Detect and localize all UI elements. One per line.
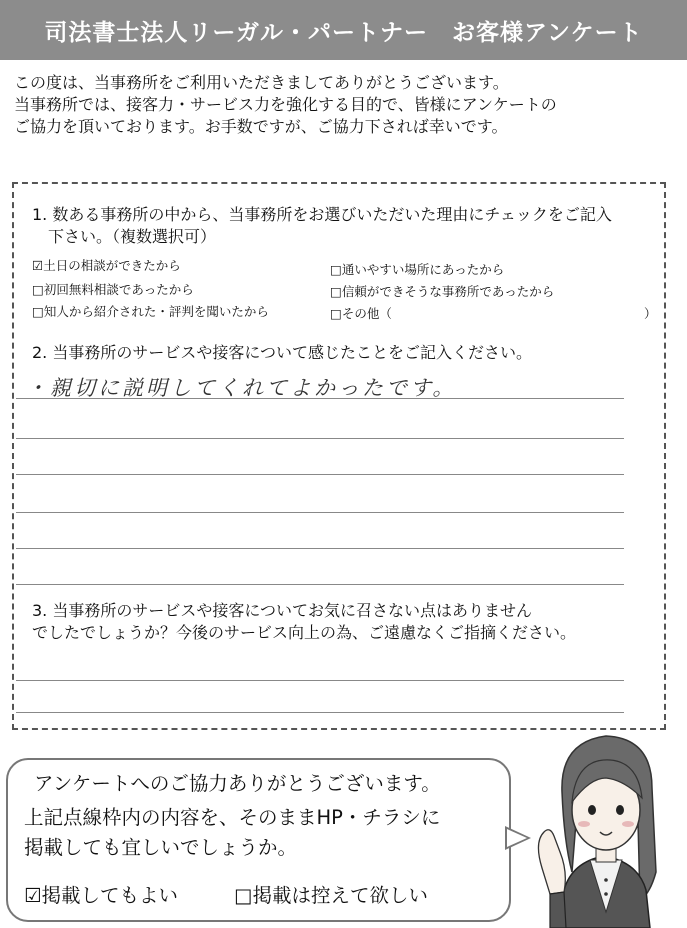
- option-trustworthy-office[interactable]: [330, 282, 554, 300]
- bubble-line: 上記点線枠内の内容を、そのままHP・チラシに: [24, 806, 441, 829]
- question-3-line-1: 3. 当事務所のサービスや接客についてお気に召さない点はありません: [32, 601, 533, 620]
- survey-header: [0, 0, 687, 60]
- checkbox-icon[interactable]: □: [32, 304, 44, 319]
- question-3: [32, 600, 652, 644]
- intro-line: ご協力を頂いております。お手数ですが、ご協力下されば幸いです。: [14, 117, 508, 136]
- intro-line: この度は、当事務所をご利用いただきましてありがとうございます。: [14, 73, 509, 92]
- handwritten-answer: ・親切に説明してくれてよかったです。: [26, 376, 457, 400]
- answer-line: [16, 548, 624, 549]
- intro-text: [14, 72, 674, 138]
- option-label: 知人から紹介された・評判を聞いたから: [43, 304, 269, 319]
- option-referral-reputation[interactable]: [32, 302, 269, 320]
- survey-title: 司法書士法人リーガル・パートナー お客様アンケート: [44, 19, 643, 46]
- answer-line: [16, 438, 624, 439]
- option-label: 初回無料相談であったから: [43, 282, 194, 297]
- question-1-line-2: 下さい。（複数選択可）: [32, 227, 217, 246]
- bubble-line: アンケートへのご協力ありがとうございます。: [34, 772, 441, 795]
- answer-line: [16, 584, 624, 585]
- question-2: 2. 当事務所のサービスや接客について感じたことをご記入ください。: [32, 343, 533, 362]
- option-other[interactable]: [330, 304, 392, 322]
- consent-allow[interactable]: [24, 880, 178, 908]
- option-label: 信頼ができそうな事務所であったから: [341, 284, 555, 299]
- checkbox-icon[interactable]: □: [330, 306, 342, 321]
- question-3-line-2: でしたでしょうか？今後のサービス向上の為、ご遠慮なくご指摘ください。: [32, 623, 577, 642]
- checkbox-checked-icon[interactable]: ☑: [24, 884, 42, 907]
- answer-line: [16, 398, 624, 399]
- checkbox-icon[interactable]: □: [234, 884, 253, 907]
- bubble-line: 掲載しても宜しいでしょうか。: [24, 836, 298, 859]
- checkbox-icon[interactable]: □: [330, 284, 342, 299]
- question-1-line-1: 1. 数ある事務所の中から、当事務所をお選びいただいた理由にチェックをご記入: [32, 205, 612, 224]
- question-1: [32, 204, 672, 248]
- option-label: 土日の相談ができたから: [43, 258, 181, 273]
- consent-decline-label: 掲載は控えて欲しい: [252, 884, 428, 907]
- answer-line: [16, 712, 624, 713]
- option-label: 通いやすい場所にあったから: [341, 262, 505, 277]
- checkbox-icon[interactable]: □: [330, 262, 342, 277]
- consent-allow-label: 掲載してもよい: [41, 884, 178, 907]
- option-free-first-consult[interactable]: [32, 280, 194, 298]
- option-weekend-consult[interactable]: [32, 256, 181, 274]
- intro-line: 当事務所では、接客力・サービス力を強化する目的で、皆様にアンケートの: [14, 95, 557, 114]
- option-label: その他（: [341, 306, 392, 321]
- other-close-paren: ）: [644, 306, 657, 321]
- checkbox-checked-icon[interactable]: ☑: [32, 258, 44, 273]
- consent-decline[interactable]: [234, 880, 428, 908]
- answer-line: [16, 680, 624, 681]
- answer-line: [16, 512, 624, 513]
- option-convenient-location[interactable]: [330, 260, 504, 278]
- staff-illustration-icon: [520, 722, 687, 928]
- answer-line: [16, 474, 624, 475]
- checkbox-icon[interactable]: □: [32, 282, 44, 297]
